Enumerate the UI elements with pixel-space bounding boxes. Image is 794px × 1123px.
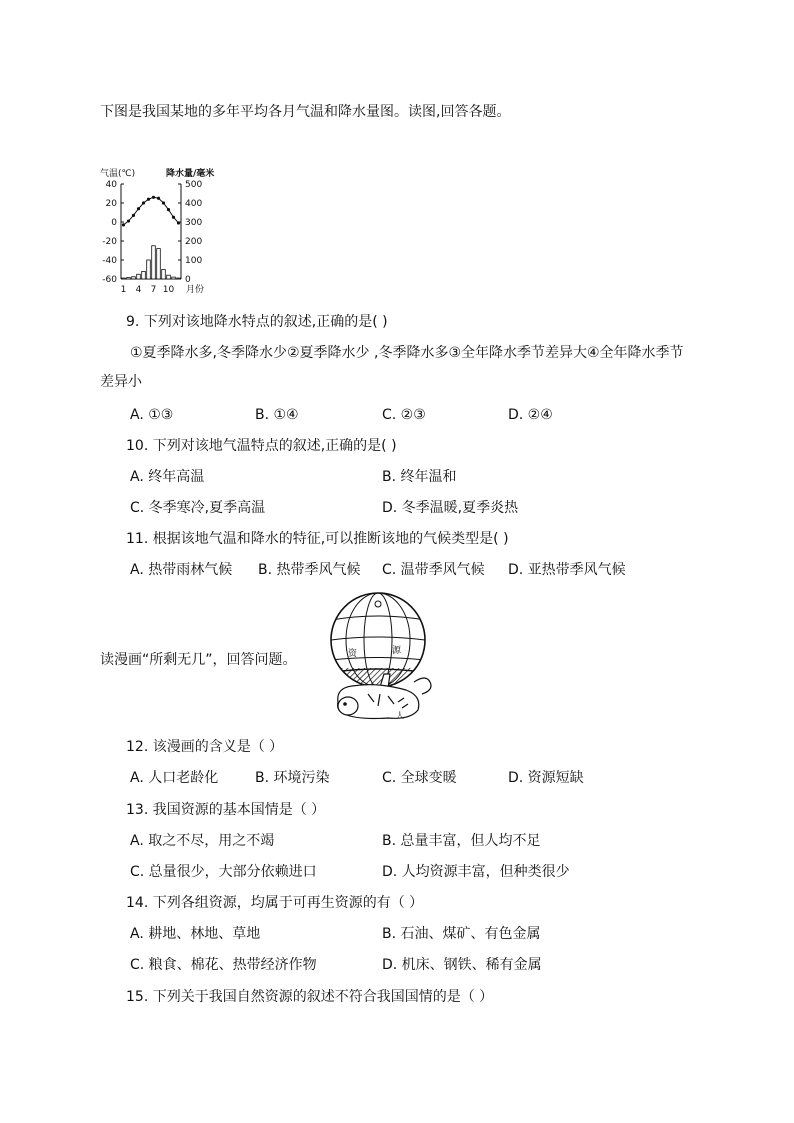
right-ticks <box>178 180 202 285</box>
q10-option-a[interactable]: A. 终年高温 <box>130 469 205 485</box>
q12-option-a[interactable]: A. 人口老龄化 <box>130 770 219 786</box>
right-tick-label: 500 <box>185 180 203 190</box>
q13-option-a[interactable]: A. 取之不尽，用之不竭 <box>130 833 275 849</box>
q9-statements-line1: ①夏季降水多,冬季降水少②夏季降水少 ,冬季降水多③全年降水季节差异大④全年降水季节 <box>130 345 684 361</box>
q14-option-a[interactable]: A. 耕地、林地、草地 <box>130 926 261 942</box>
q11-option-b[interactable]: B. 热带季风气候 <box>258 562 361 578</box>
q12-option-b[interactable]: B. 环境污染 <box>255 770 330 786</box>
figure-word: 人 <box>396 711 404 720</box>
q13-option-c[interactable]: C. 总量很少，大部分依赖进口 <box>130 864 317 880</box>
q11-option-d[interactable]: D. 亚热带季风气候 <box>508 562 626 578</box>
q12-stem: 12. 该漫画的含义是（ ） <box>126 739 284 755</box>
temperature-point <box>147 198 150 201</box>
q9-statements-line2: 差异小 <box>100 374 142 390</box>
precip-bar <box>172 277 176 279</box>
precip-bar <box>147 260 151 279</box>
q13-option-b[interactable]: B. 总量丰富，但人均不足 <box>382 833 541 849</box>
climate-chart <box>98 166 222 296</box>
q11-option-a[interactable]: A. 热带雨林气候 <box>130 562 233 578</box>
left-tick-label: -40 <box>102 256 117 266</box>
precip-bar <box>122 278 126 279</box>
q9-option-c[interactable]: C. ②③ <box>382 407 426 423</box>
globe-icon <box>328 593 428 693</box>
q9-option-d[interactable]: D. ②④ <box>508 407 553 423</box>
temperature-point <box>142 201 145 204</box>
q10-option-c[interactable]: C. 冬季寒冷,夏季高温 <box>130 500 266 516</box>
q14-option-b[interactable]: B. 石油、煤矿、有色金属 <box>382 926 541 942</box>
temperature-point <box>172 216 175 219</box>
q13-option-d[interactable]: D. 人均资源丰富，但种类很少 <box>382 864 570 880</box>
q10-stem: 10. 下列对该地气温特点的叙述,正确的是( ) <box>126 438 397 454</box>
x-tick-label: 7 <box>150 285 157 295</box>
x-tick-label: 1 <box>120 285 127 295</box>
x-ticks <box>121 285 175 295</box>
q12-option-d[interactable]: D. 资源短缺 <box>508 770 584 786</box>
q11-stem: 11. 根据该地气温和降水的特征,可以推断该地的气候类型是( ) <box>126 531 509 547</box>
left-axis-label: 气温(℃) <box>100 169 136 179</box>
q9-stem: 9. 下列对该地降水特点的叙述,正确的是( ) <box>126 314 388 330</box>
intro-text: 下图是我国某地的多年平均各月气温和降水量图。读图,回答各题。 <box>100 104 511 120</box>
precip-bar <box>127 277 131 279</box>
temperature-point <box>137 207 140 210</box>
precip-bars <box>122 246 181 279</box>
temperature-point <box>132 214 135 217</box>
q9-option-b[interactable]: B. ①④ <box>255 407 299 423</box>
left-tick-label: 0 <box>111 218 117 228</box>
temperature-point <box>177 221 180 224</box>
precip-bar <box>132 277 136 279</box>
q12-option-c[interactable]: C. 全球变暖 <box>382 770 457 786</box>
right-tick-label: 0 <box>185 275 191 285</box>
cartoon-image <box>318 590 440 726</box>
temperature-points <box>122 196 180 227</box>
x-unit-label: 月份 <box>186 285 205 295</box>
q10-option-d[interactable]: D. 冬季温暖,夏季炎热 <box>382 500 519 516</box>
right-axis-label: 降水量/毫米 <box>166 169 215 179</box>
left-tick-label: -20 <box>102 237 117 247</box>
left-tick-label: 20 <box>105 199 117 209</box>
q15-stem: 15. 下列关于我国自然资源的叙述不符合我国国情的是（ ） <box>126 989 494 1005</box>
left-tick-label: -60 <box>102 275 117 285</box>
temperature-point <box>152 196 155 199</box>
precip-bar <box>142 271 146 279</box>
temperature-point <box>162 201 165 204</box>
temperature-line <box>124 197 179 225</box>
temperature-point <box>127 219 130 222</box>
x-tick-label: 4 <box>135 285 142 295</box>
q14-option-d[interactable]: D. 机床、钢铁、稀有金属 <box>382 957 542 973</box>
precip-bar <box>152 246 156 279</box>
q11-option-c[interactable]: C. 温带季风气候 <box>382 562 485 578</box>
left-tick-label: 40 <box>105 180 117 190</box>
right-tick-label: 400 <box>185 199 203 209</box>
precip-bar <box>177 278 181 279</box>
q14-stem: 14. 下列各组资源，均属于可再生资源的有（ ） <box>126 895 424 911</box>
globe-word-1: 资 <box>348 649 358 659</box>
precip-bar <box>167 275 171 279</box>
precip-bar <box>157 249 161 279</box>
cartoon-intro: 读漫画“所剩无几”，回答问题。 <box>100 652 297 668</box>
x-tick-label: 10 <box>162 285 175 295</box>
globe-word-2: 源 <box>392 646 402 656</box>
temperature-point <box>157 197 160 200</box>
q14-option-c[interactable]: C. 粮食、棉花、热带经济作物 <box>130 957 317 973</box>
precip-bar <box>137 274 141 279</box>
right-tick-label: 100 <box>185 256 203 266</box>
q9-option-a[interactable]: A. ①③ <box>130 407 174 423</box>
q13-stem: 13. 我国资源的基本国情是（ ） <box>126 802 326 818</box>
right-tick-label: 300 <box>185 218 203 228</box>
temperature-point <box>167 208 170 211</box>
right-tick-label: 200 <box>185 237 203 247</box>
q10-option-b[interactable]: B. 终年温和 <box>382 469 457 485</box>
temperature-point <box>122 223 125 226</box>
figure-drawing <box>338 674 431 719</box>
precip-bar <box>162 270 166 280</box>
